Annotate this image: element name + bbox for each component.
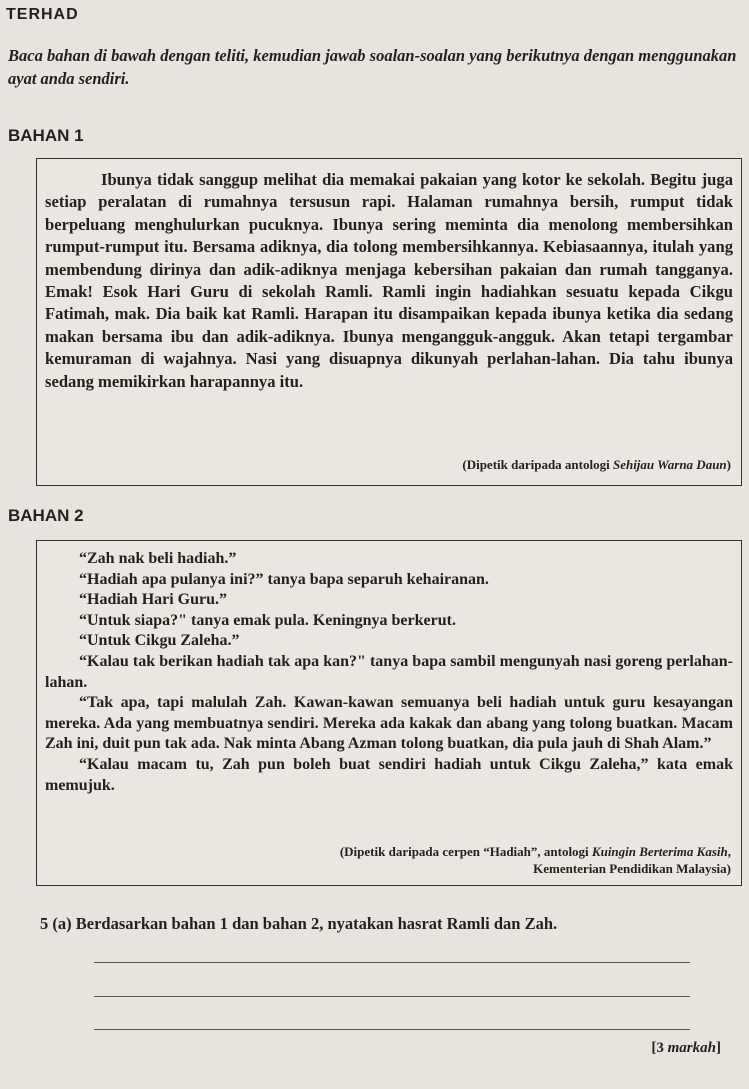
bahan1-source-suffix: ) — [726, 457, 731, 472]
bahan2-source-title: Kuingin Berterima Kasih — [591, 844, 728, 859]
marks-close: ] — [716, 1040, 721, 1056]
bahan2-paragraph: “Hadiah Hari Guru.” — [79, 591, 228, 609]
answer-line-2[interactable] — [94, 996, 690, 997]
bahan2-box — [36, 540, 742, 886]
bahan1-source-title: Sehijau Warna Daun — [612, 457, 727, 472]
bahan2-source — [340, 843, 731, 877]
bahan2-paragraph: “Tak apa, tapi malulah Zah. Kawan-kawan semuanya beli hadiah untuk guru kesayangan mereka. Ada yang membuatnya sendiri. Mereka ada kakak dan abang yang tolong buatkan. Macam Zah ini, duit pun tak ada. Nak minta Abang Azman tolong buatkan, dia pula jauh di Shah Alam.” — [45, 694, 733, 753]
marks-word: markah — [667, 1040, 716, 1056]
answer-line-1[interactable] — [94, 962, 690, 963]
bahan2-paragraph: “Hadiah apa pulanya ini?” tanya bapa separuh kehairanan. — [79, 570, 489, 588]
bahan1-source-prefix: (Dipetik daripada antologi — [462, 457, 613, 472]
marks-open: [3 — [651, 1040, 668, 1056]
bahan1-title: BAHAN 1 — [8, 126, 84, 145]
marks-label — [651, 1040, 721, 1057]
bahan1-box — [36, 158, 742, 486]
bahan2-paragraph: “Zah nak beli hadiah.” — [79, 550, 237, 567]
bahan2-paragraph: “Kalau macam tu, Zah pun boleh buat sendiri hadiah untuk Cikgu Zaleha,” kata emak memujuk. — [45, 755, 733, 794]
bahan2-passage — [37, 541, 741, 796]
question-5a: 5 (a) Berdasarkan bahan 1 dan bahan 2, nyatakan hasrat Ramli dan Zah. — [40, 914, 558, 933]
bahan2-source-suffix: , — [727, 844, 731, 859]
bahan2-source-prefix: (Dipetik daripada cerpen “Hadiah”, antologi — [339, 844, 592, 859]
bahan1-passage — [37, 159, 741, 393]
classification-label: TERHAD — [6, 6, 79, 23]
bahan2-paragraph: “Untuk siapa?" tanya emak pula. Keningnya berkerut. — [79, 611, 456, 629]
bahan2-paragraph: “Untuk Cikgu Zaleha.” — [79, 632, 240, 650]
bahan2-source-line2: Kementerian Pendidikan Malaysia) — [533, 861, 731, 876]
bahan2-paragraph: “Kalau tak berikan hadiah tak apa kan?" tanya bapa sambil mengunyah nasi goreng perlahan-lahan. — [45, 652, 733, 691]
bahan2-title: BAHAN 2 — [8, 506, 84, 525]
answer-line-3[interactable] — [94, 1029, 690, 1030]
bahan1-source — [462, 457, 731, 473]
bahan1-text: Ibunya tidak sanggup melihat dia memakai pakaian yang kotor ke sekolah. Begitu juga setiap peralatan di rumahnya tersusun rapi. Halaman rumahnya bersih, rumput tidak berpeluang menghulurkan pucuknya. Ibunya sering meminta dia menolong membersihkan rumput-rumput itu. Bersama adiknya, dia tolong membersihkannya. Kebiasaannya, itulah yang membendung dirinya dan adik-adiknya menjaga kebersihan pakaian dan rumah tangganya. Emak! Esok Hari Guru di sekolah Ramli. Ramli ingin hadiahkan sesuatu kepada Cikgu Fatimah, mak. Dia baik kat Ramli. Harapan itu disampaikan kepada ibunya ketika dia sedang makan bersama ibu dan adik-adiknya. Ibunya mengangguk-angguk. Akan tetapi tergambar kemuraman di wajahnya. Nasi yang disuapnya dikunyah perlahan-lahan. Dia tahu ibunya sedang memikirkan harapannya itu. — [45, 170, 733, 391]
bahan2-source-line1 — [340, 843, 731, 860]
instruction-text: Baca bahan di bawah dengan teliti, kemudian jawab soalan-soalan yang berikutnya dengan menggunakan ayat anda sendiri. — [8, 46, 737, 88]
